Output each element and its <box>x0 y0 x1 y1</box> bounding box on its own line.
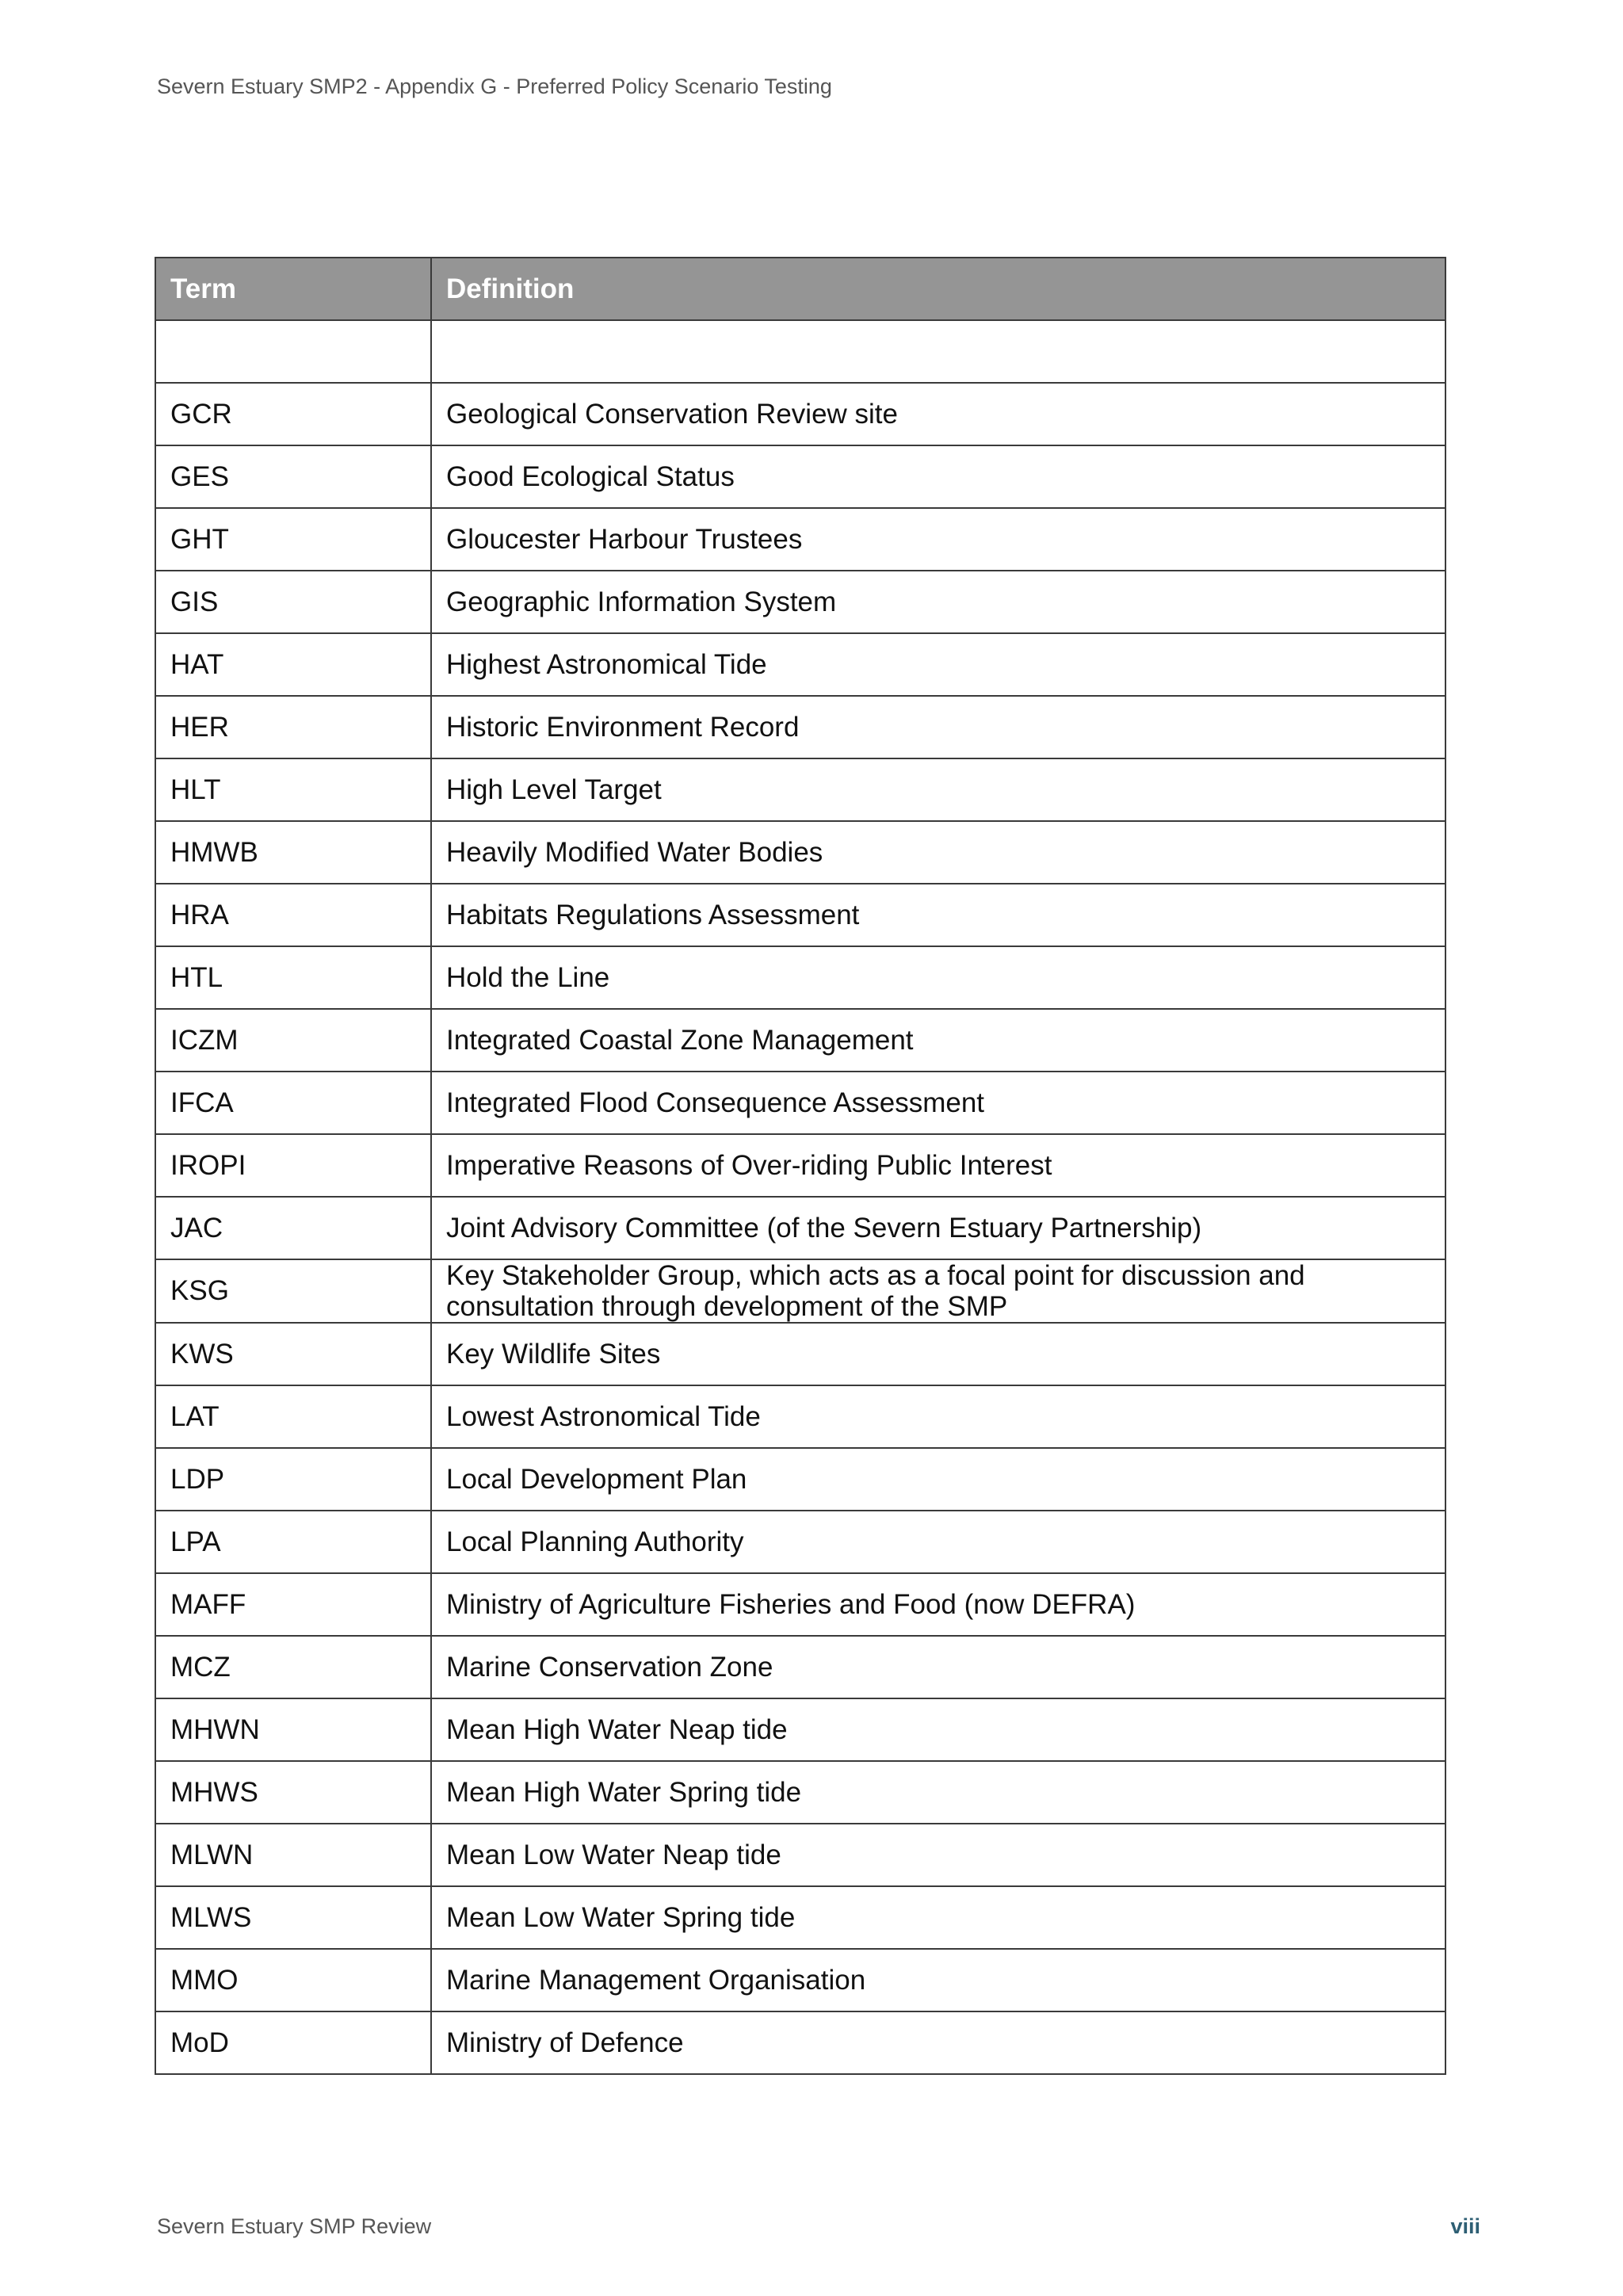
glossary-table <box>155 257 1446 2075</box>
term-cell: MCZ <box>155 1636 431 1698</box>
table-row <box>155 633 1445 696</box>
term-cell <box>155 320 431 383</box>
column-header-term: Term <box>155 258 431 320</box>
term-cell: GES <box>155 445 431 508</box>
term-cell: GCR <box>155 383 431 445</box>
table-row <box>155 696 1445 758</box>
term-cell: MLWS <box>155 1886 431 1949</box>
term-cell: MoD <box>155 2011 431 2074</box>
term-cell: ICZM <box>155 1009 431 1072</box>
term-cell: HER <box>155 696 431 758</box>
column-header-definition: Definition <box>431 258 1445 320</box>
table-row <box>155 821 1445 884</box>
term-cell: HLT <box>155 758 431 821</box>
term-cell: GHT <box>155 508 431 571</box>
definition-cell: Key Wildlife Sites <box>431 1323 1445 1385</box>
term-cell: MHWN <box>155 1698 431 1761</box>
table-row <box>155 1134 1445 1197</box>
definition-cell: Mean Low Water Spring tide <box>431 1886 1445 1949</box>
definition-cell: Imperative Reasons of Over-riding Public Interest <box>431 1134 1445 1197</box>
definition-cell: Highest Astronomical Tide <box>431 633 1445 696</box>
table-row <box>155 1573 1445 1636</box>
table-row <box>155 571 1445 633</box>
definition-cell: Geographic Information System <box>431 571 1445 633</box>
definition-cell: Marine Conservation Zone <box>431 1636 1445 1698</box>
term-cell: IFCA <box>155 1072 431 1134</box>
term-cell: KWS <box>155 1323 431 1385</box>
table-row <box>155 2011 1445 2074</box>
table-row <box>155 1448 1445 1511</box>
page-number: viii <box>1450 2214 1480 2238</box>
table-row <box>155 1698 1445 1761</box>
definition-cell: Ministry of Agriculture Fisheries and Food (now DEFRA) <box>431 1573 1445 1636</box>
table-row <box>155 1259 1445 1323</box>
definition-cell: Mean High Water Spring tide <box>431 1761 1445 1824</box>
definition-cell: Historic Environment Record <box>431 696 1445 758</box>
definition-cell: Local Planning Authority <box>431 1511 1445 1573</box>
term-cell: MHWS <box>155 1761 431 1824</box>
term-cell: HMWB <box>155 821 431 884</box>
term-cell: JAC <box>155 1197 431 1259</box>
definition-cell: Hold the Line <box>431 946 1445 1009</box>
running-footer: Severn Estuary SMP Review <box>157 2214 432 2238</box>
definition-cell: Habitats Regulations Assessment <box>431 884 1445 946</box>
table-row <box>155 884 1445 946</box>
table-row <box>155 758 1445 821</box>
definition-cell: Marine Management Organisation <box>431 1949 1445 2011</box>
term-cell: LPA <box>155 1511 431 1573</box>
term-cell: KSG <box>155 1259 431 1323</box>
table-row <box>155 1824 1445 1886</box>
term-cell: LDP <box>155 1448 431 1511</box>
term-cell: GIS <box>155 571 431 633</box>
table-row <box>155 1949 1445 2011</box>
table-row <box>155 1385 1445 1448</box>
table-row <box>155 1761 1445 1824</box>
table-row <box>155 1636 1445 1698</box>
term-cell: IROPI <box>155 1134 431 1197</box>
running-header: Severn Estuary SMP2 - Appendix G - Preferred Policy Scenario Testing <box>157 74 832 98</box>
definition-cell: Joint Advisory Committee (of the Severn Estuary Partnership) <box>431 1197 1445 1259</box>
table-row <box>155 1072 1445 1134</box>
definition-cell: Mean High Water Neap tide <box>431 1698 1445 1761</box>
definition-cell: Lowest Astronomical Tide <box>431 1385 1445 1448</box>
definition-cell: High Level Target <box>431 758 1445 821</box>
table-row <box>155 1886 1445 1949</box>
table-header-row <box>155 258 1445 320</box>
term-cell: HTL <box>155 946 431 1009</box>
term-cell: MAFF <box>155 1573 431 1636</box>
definition-cell: Good Ecological Status <box>431 445 1445 508</box>
definition-cell: Key Stakeholder Group, which acts as a focal point for discussion and consultation through development of the SMP <box>431 1259 1445 1323</box>
table-row <box>155 946 1445 1009</box>
definition-cell: Mean Low Water Neap tide <box>431 1824 1445 1886</box>
definition-cell: Heavily Modified Water Bodies <box>431 821 1445 884</box>
table-row <box>155 1323 1445 1385</box>
definition-cell: Gloucester Harbour Trustees <box>431 508 1445 571</box>
term-cell: MLWN <box>155 1824 431 1886</box>
table-row <box>155 1197 1445 1259</box>
definition-cell <box>431 320 1445 383</box>
term-cell: HRA <box>155 884 431 946</box>
table-row <box>155 1009 1445 1072</box>
definition-cell: Geological Conservation Review site <box>431 383 1445 445</box>
term-cell: MMO <box>155 1949 431 2011</box>
definition-cell: Integrated Flood Consequence Assessment <box>431 1072 1445 1134</box>
table-row <box>155 445 1445 508</box>
term-cell: LAT <box>155 1385 431 1448</box>
definition-cell: Ministry of Defence <box>431 2011 1445 2074</box>
table-row <box>155 508 1445 571</box>
table-row <box>155 1511 1445 1573</box>
definition-cell: Local Development Plan <box>431 1448 1445 1511</box>
table-row <box>155 320 1445 383</box>
definition-cell: Integrated Coastal Zone Management <box>431 1009 1445 1072</box>
table-row <box>155 383 1445 445</box>
term-cell: HAT <box>155 633 431 696</box>
